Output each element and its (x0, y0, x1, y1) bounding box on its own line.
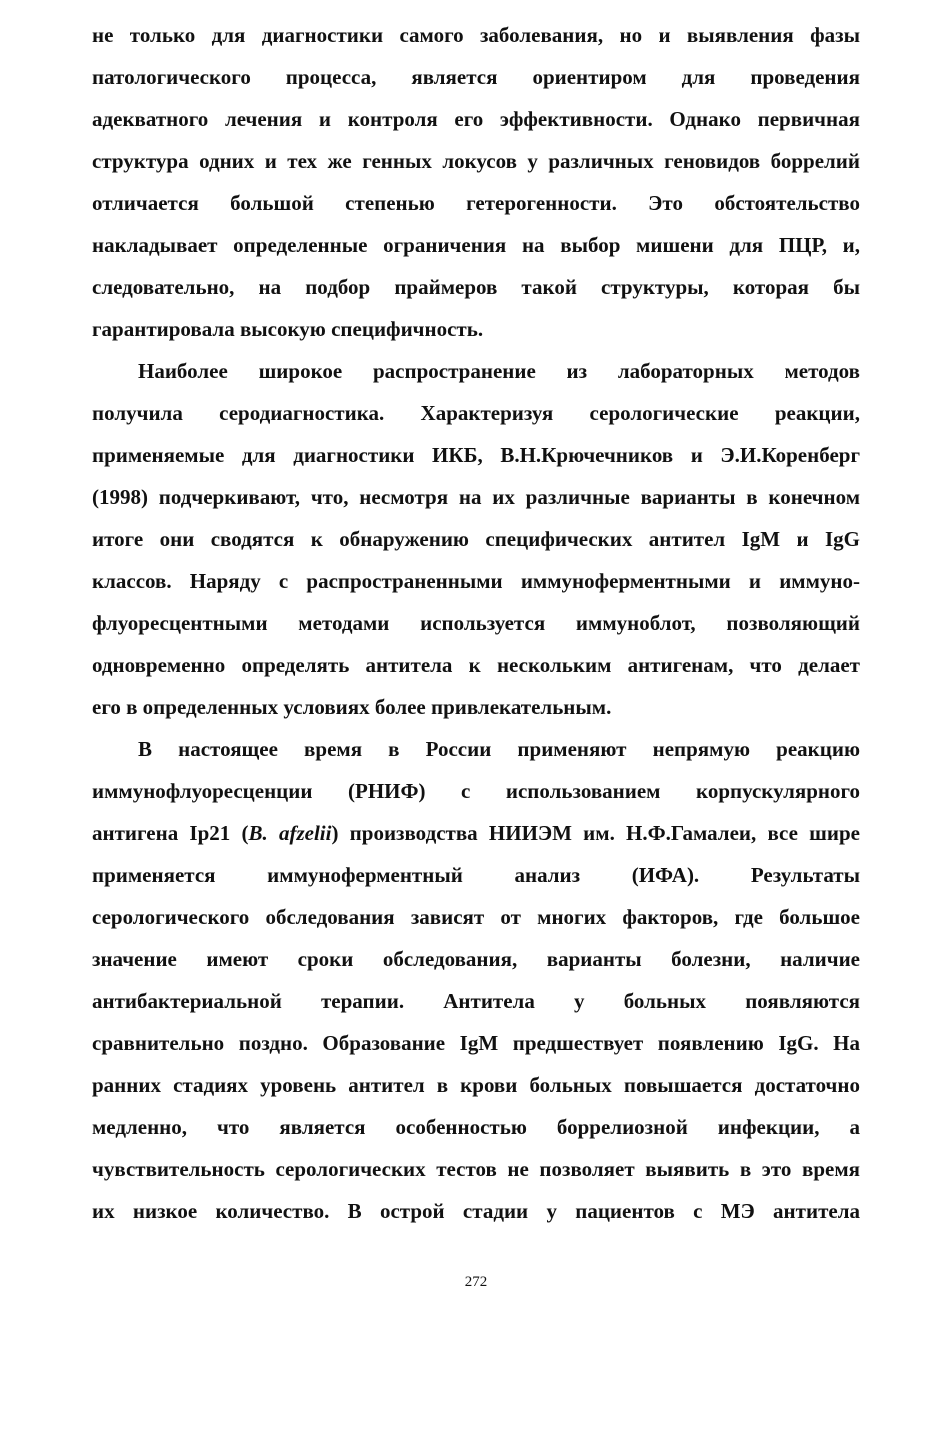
text-line: серологического обследования зависят от многих факторов, где большое (92, 905, 860, 929)
text-line: (1998) подчеркивают, что, несмотря на их различные варианты в конечном (92, 485, 860, 509)
text-line: одновременно определять антитела к нескольким антигенам, что делает (92, 653, 860, 677)
text-line: ранних стадиях уровень антител в крови больных повышается достаточно (92, 1073, 860, 1097)
species-name: B. afzelii (248, 821, 332, 845)
paragraph-1 (92, 14, 860, 350)
text-line: флуоресцентными методами используется иммуноблот, позволяющий (92, 611, 860, 635)
text-line: чувствительность серологических тестов не позволяет выявить в это время (92, 1157, 860, 1181)
text-line: накладывает определенные ограничения на выбор мишени для ПЦР, и, (92, 233, 860, 257)
text-line: его в определенных условиях более привлекательным. (92, 695, 612, 719)
text-line: структура одних и тех же генных локусов у различных геновидов боррелий (92, 149, 860, 173)
text-line: классов. Наряду с распространенными иммуноферментными и иммуно- (92, 569, 860, 593)
text-line: применяемые для диагностики ИКБ, В.Н.Крючечников и Э.И.Коренберг (92, 443, 860, 467)
text-line: получила серодиагностика. Характеризуя серологические реакции, (92, 401, 860, 425)
text-line: следовательно, на подбор праймеров такой структуры, которая бы (92, 275, 860, 299)
text-line: значение имеют сроки обследования, варианты болезни, наличие (92, 947, 860, 971)
text-line: патологического процесса, является ориентиром для проведения (92, 65, 860, 89)
text-line: сравнительно поздно. Образование IgM предшествует появлению IgG. На (92, 1031, 860, 1055)
text-line: антибактериальной терапии. Антитела у больных появляются (92, 989, 860, 1013)
text-line: иммунофлуоресценции (РНИФ) с использованием корпускулярного (92, 779, 860, 803)
text-line: их низкое количество. В острой стадии у пациентов с МЭ антитела (92, 1199, 860, 1223)
text-line: Наиболее широкое распространение из лабораторных методов (138, 359, 860, 383)
text-line: адекватного лечения и контроля его эффективности. Однако первичная (92, 107, 860, 131)
body-text (92, 14, 860, 1232)
text-line: антигена Ip21 (B. afzelii) производства НИИЭМ им. Н.Ф.Гамалеи, все шире (92, 821, 860, 845)
text-line: не только для диагностики самого заболевания, но и выявления фазы (92, 23, 860, 47)
text-line: гарантировала высокую специфичность. (92, 317, 484, 341)
text-line: медленно, что является особенностью боррелиозной инфекции, а (92, 1115, 860, 1139)
page-number: 272 (464, 1274, 488, 1290)
paragraph-2 (92, 350, 860, 728)
text-line: В настоящее время в России применяют непрямую реакцию (138, 737, 860, 761)
text-line: применяется иммуноферментный анализ (ИФА). Результаты (92, 863, 860, 887)
paragraph-3 (92, 728, 860, 1232)
text-line: отличается большой степенью гетерогенности. Это обстоятельство (92, 191, 860, 215)
text-line: итоге они сводятся к обнаружению специфических антител IgM и IgG (92, 527, 860, 551)
